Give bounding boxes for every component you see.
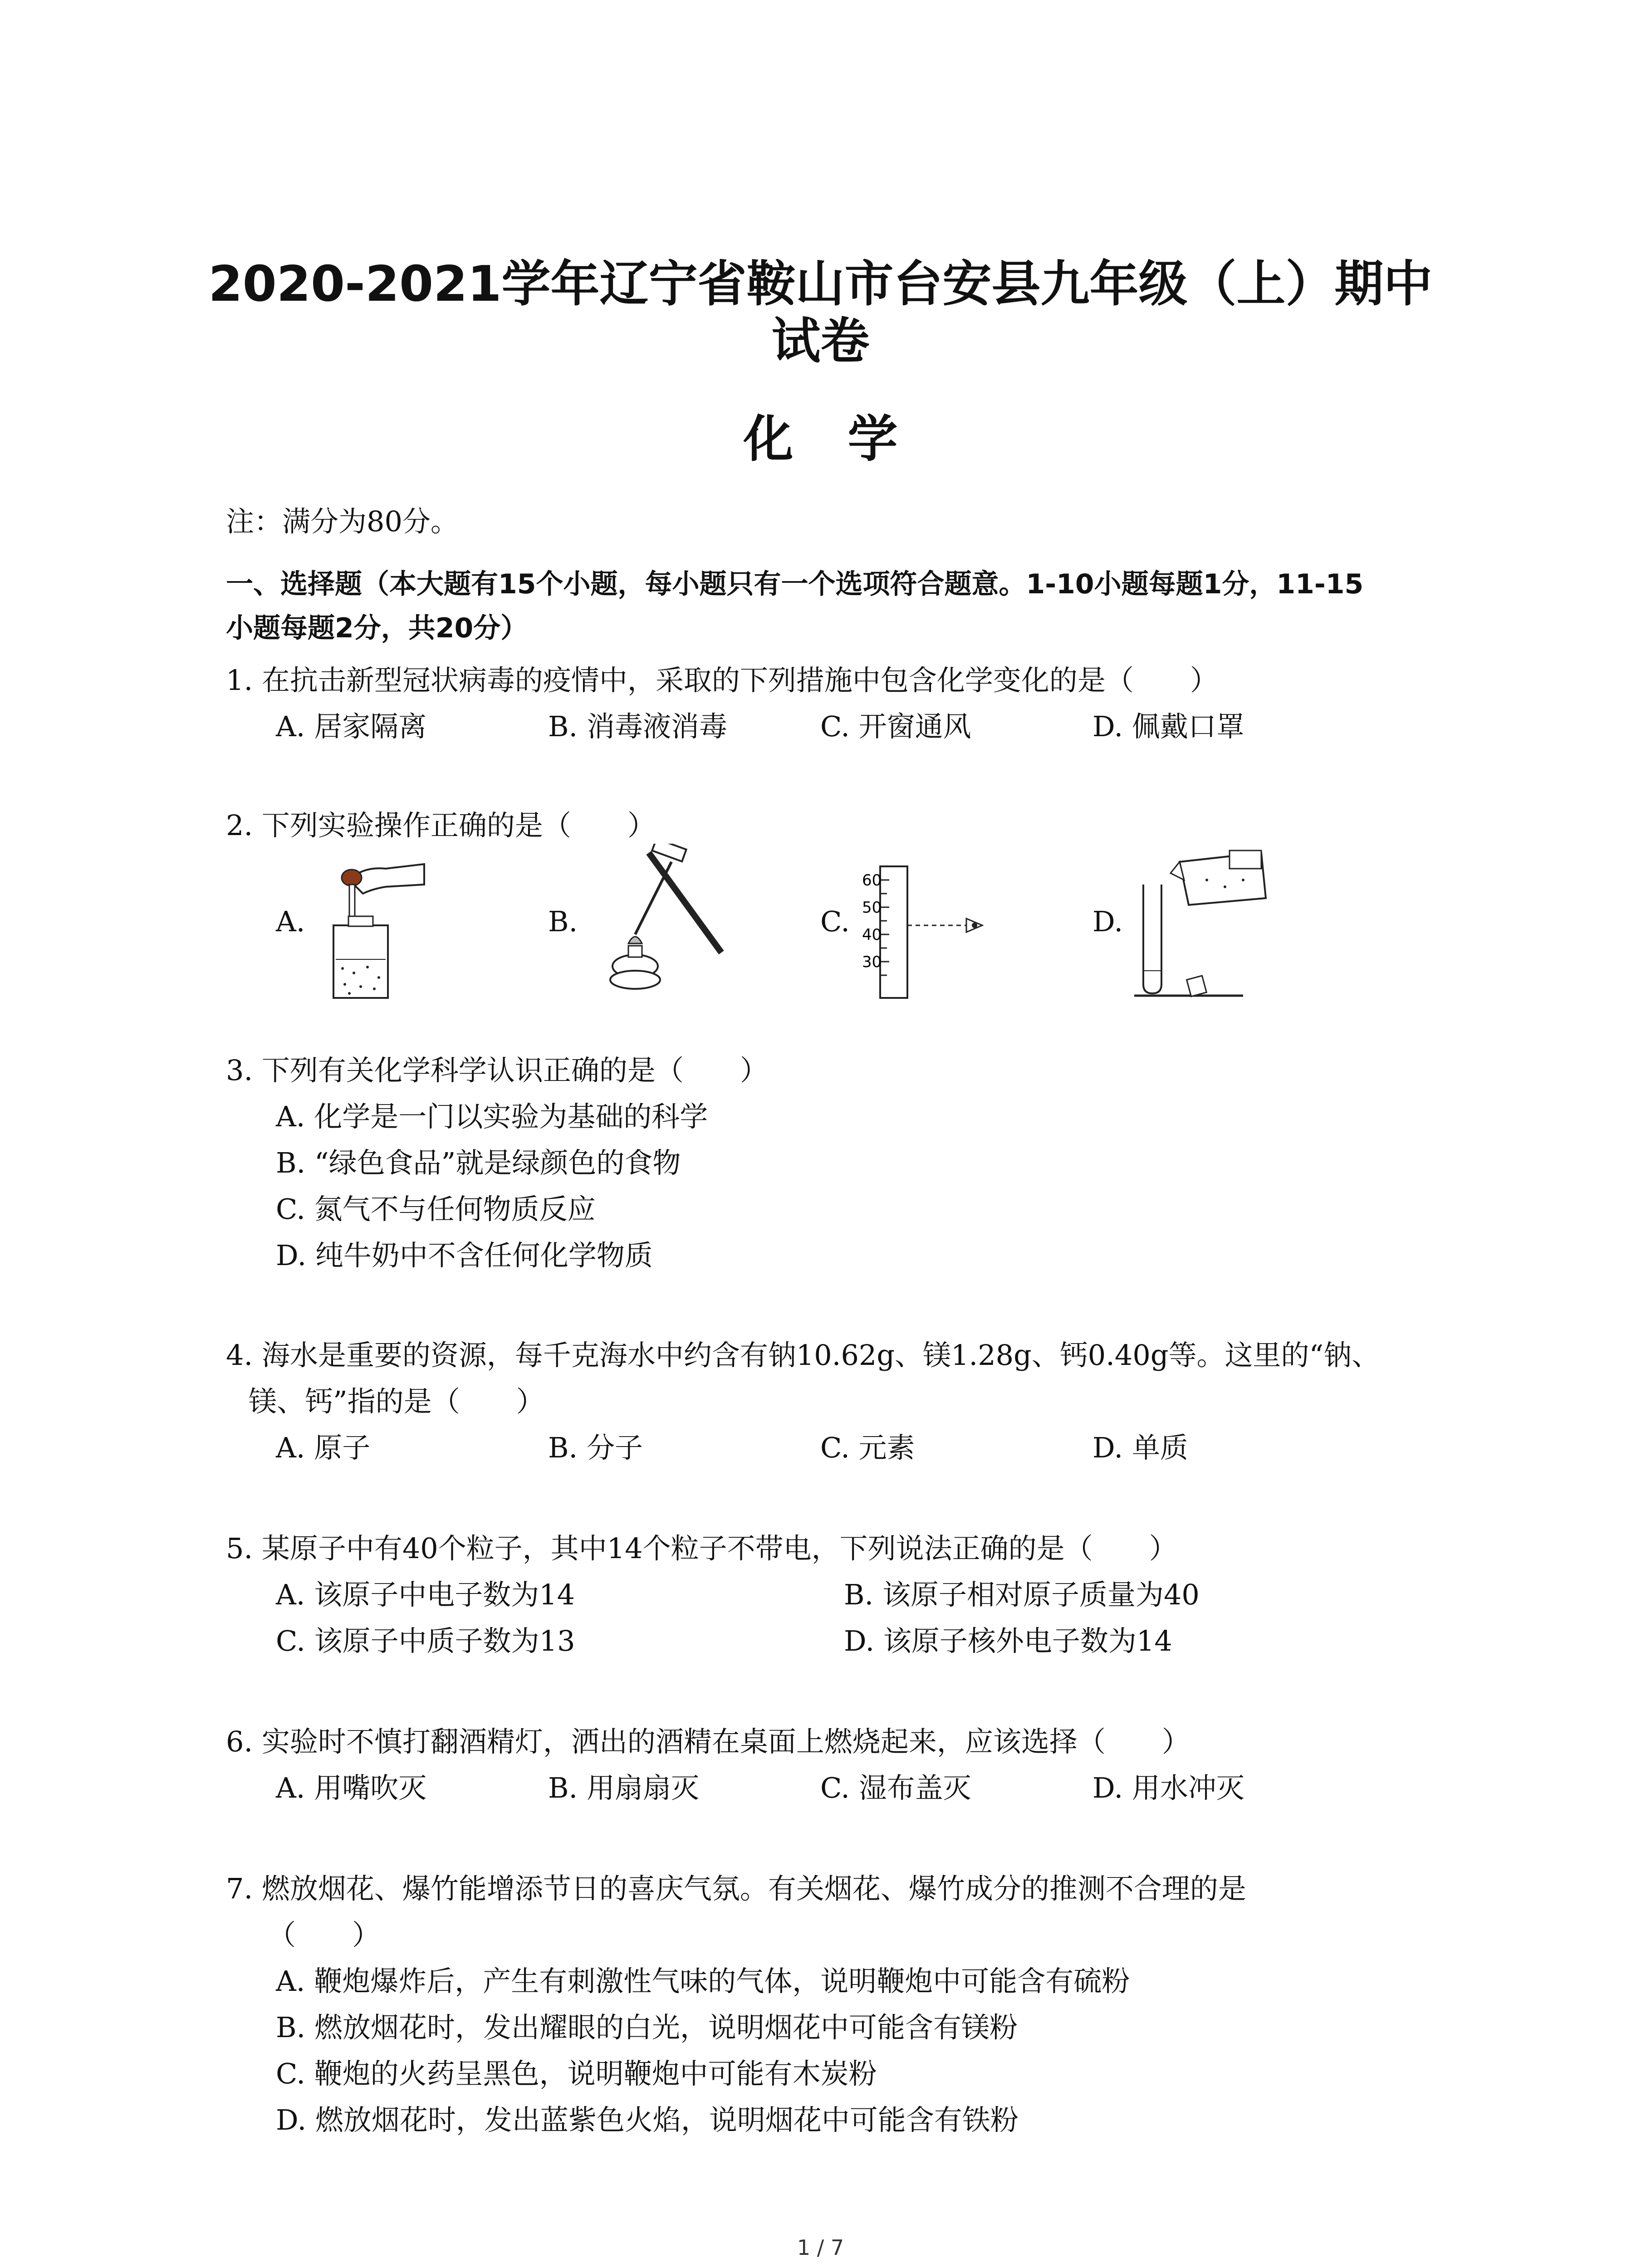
question-2-stem: 2. 下列实验操作正确的是（ ） bbox=[226, 809, 656, 842]
exam-title-line1: 2020-2021学年辽宁省鞍山市台安县九年级（上）期中 bbox=[208, 256, 1433, 313]
question-4-option-a[interactable]: A. 原子 bbox=[276, 1431, 371, 1464]
question-2-option-a[interactable]: A. bbox=[276, 905, 305, 938]
question-1-option-b[interactable]: B. 消毒液消毒 bbox=[548, 710, 727, 743]
question-7-option-d[interactable]: D. 燃放烟花时，发出蓝紫色火焰，说明烟花中可能含有铁粉 bbox=[276, 2103, 1019, 2136]
question-5-option-c[interactable]: C. 该原子中质子数为13 bbox=[276, 1624, 575, 1657]
question-2-option-c[interactable]: C. bbox=[820, 905, 850, 938]
question-5-stem: 5. 某原子中有40个粒子，其中14个粒子不带电，下列说法正确的是（ ） bbox=[226, 1532, 1177, 1565]
question-5-option-b[interactable]: B. 该原子相对原子质量为40 bbox=[844, 1578, 1200, 1611]
question-5-option-a[interactable]: A. 该原子中电子数为14 bbox=[276, 1578, 575, 1611]
question-4-option-c[interactable]: C. 元素 bbox=[820, 1431, 915, 1464]
question-7-stem-line1: 7. 燃放烟花、爆竹能增添节日的喜庆气氛。有关烟花、爆竹成分的推测不合理的是 bbox=[226, 1872, 1246, 1905]
question-4-stem-line1: 4. 海水是重要的资源，每千克海水中约含有钠10.62g、镁1.28g、钙0.40g等。这里的“钠、 bbox=[226, 1339, 1380, 1372]
question-6-option-a[interactable]: A. 用嘴吹灭 bbox=[276, 1771, 427, 1804]
section-heading-line1: 一、选择题（本大题有15个小题，每小题只有一个选项符合题意。1-10小题每题1分，11-15 bbox=[226, 568, 1364, 600]
question-5-option-d[interactable]: D. 该原子核外电子数为14 bbox=[844, 1624, 1172, 1657]
cylinder-label-60: 60 bbox=[862, 871, 882, 890]
question-4-option-d[interactable]: D. 单质 bbox=[1092, 1431, 1188, 1464]
graduated-cylinder-figure bbox=[862, 862, 998, 1007]
question-6-stem: 6. 实验时不慎打翻酒精灯，洒出的酒精在桌面上燃烧起来，应该选择（ ） bbox=[226, 1725, 1190, 1758]
question-7-option-b[interactable]: B. 燃放烟花时，发出耀眼的白光，说明烟花中可能含有镁粉 bbox=[276, 2011, 1018, 2044]
question-4-stem-line2: 镁、钙”指的是（ ） bbox=[249, 1385, 544, 1418]
subject-heading: 化学 bbox=[743, 410, 952, 468]
question-2-option-d[interactable]: D. bbox=[1092, 905, 1123, 938]
page-number: 1 / 7 bbox=[797, 2235, 844, 2260]
question-6-option-b[interactable]: B. 用扇扇灭 bbox=[548, 1771, 699, 1804]
section-heading-line2: 小题每题2分，共20分） bbox=[226, 612, 528, 644]
cylinder-label-30: 30 bbox=[862, 953, 882, 971]
question-1-option-d[interactable]: D. 佩戴口罩 bbox=[1092, 710, 1244, 743]
question-3-option-d[interactable]: D. 纯牛奶中不含任何化学物质 bbox=[276, 1239, 653, 1272]
question-6-option-d[interactable]: D. 用水冲灭 bbox=[1092, 1771, 1244, 1804]
question-7-option-a[interactable]: A. 鞭炮爆炸后，产生有刺激性气味的气体，说明鞭炮中可能含有硫粉 bbox=[276, 1965, 1130, 1998]
question-3-stem: 3. 下列有关化学科学认识正确的是（ ） bbox=[226, 1054, 768, 1087]
cylinder-label-50: 50 bbox=[862, 899, 882, 917]
score-note: 注：满分为80分。 bbox=[226, 505, 459, 538]
exam-title-line2: 试卷 bbox=[771, 313, 870, 370]
cylinder-label-40: 40 bbox=[862, 926, 882, 944]
question-7-stem-line2: （ ） bbox=[268, 1918, 381, 1951]
question-1-option-a[interactable]: A. 居家隔离 bbox=[276, 710, 427, 743]
question-3-option-b[interactable]: B. “绿色食品”就是绿颜色的食物 bbox=[276, 1146, 681, 1179]
question-2-option-b[interactable]: B. bbox=[548, 905, 578, 938]
dropper-in-bottle-figure bbox=[318, 848, 426, 1002]
question-6-option-c[interactable]: C. 湿布盖灭 bbox=[820, 1771, 971, 1804]
question-1-option-c[interactable]: C. 开窗通风 bbox=[820, 710, 971, 743]
pouring-liquid-figure bbox=[1134, 848, 1270, 998]
question-4-option-b[interactable]: B. 分子 bbox=[548, 1431, 643, 1464]
question-3-option-c[interactable]: C. 氮气不与任何物质反应 bbox=[276, 1193, 596, 1226]
question-7-option-c[interactable]: C. 鞭炮的火药呈黑色，说明鞭炮中可能有木炭粉 bbox=[276, 2057, 877, 2090]
heating-test-tube-figure bbox=[585, 844, 735, 998]
question-3-option-a[interactable]: A. 化学是一门以实验为基础的科学 bbox=[276, 1100, 708, 1133]
question-1-stem: 1. 在抗击新型冠状病毒的疫情中，采取的下列措施中包含化学变化的是（ ） bbox=[226, 664, 1218, 697]
